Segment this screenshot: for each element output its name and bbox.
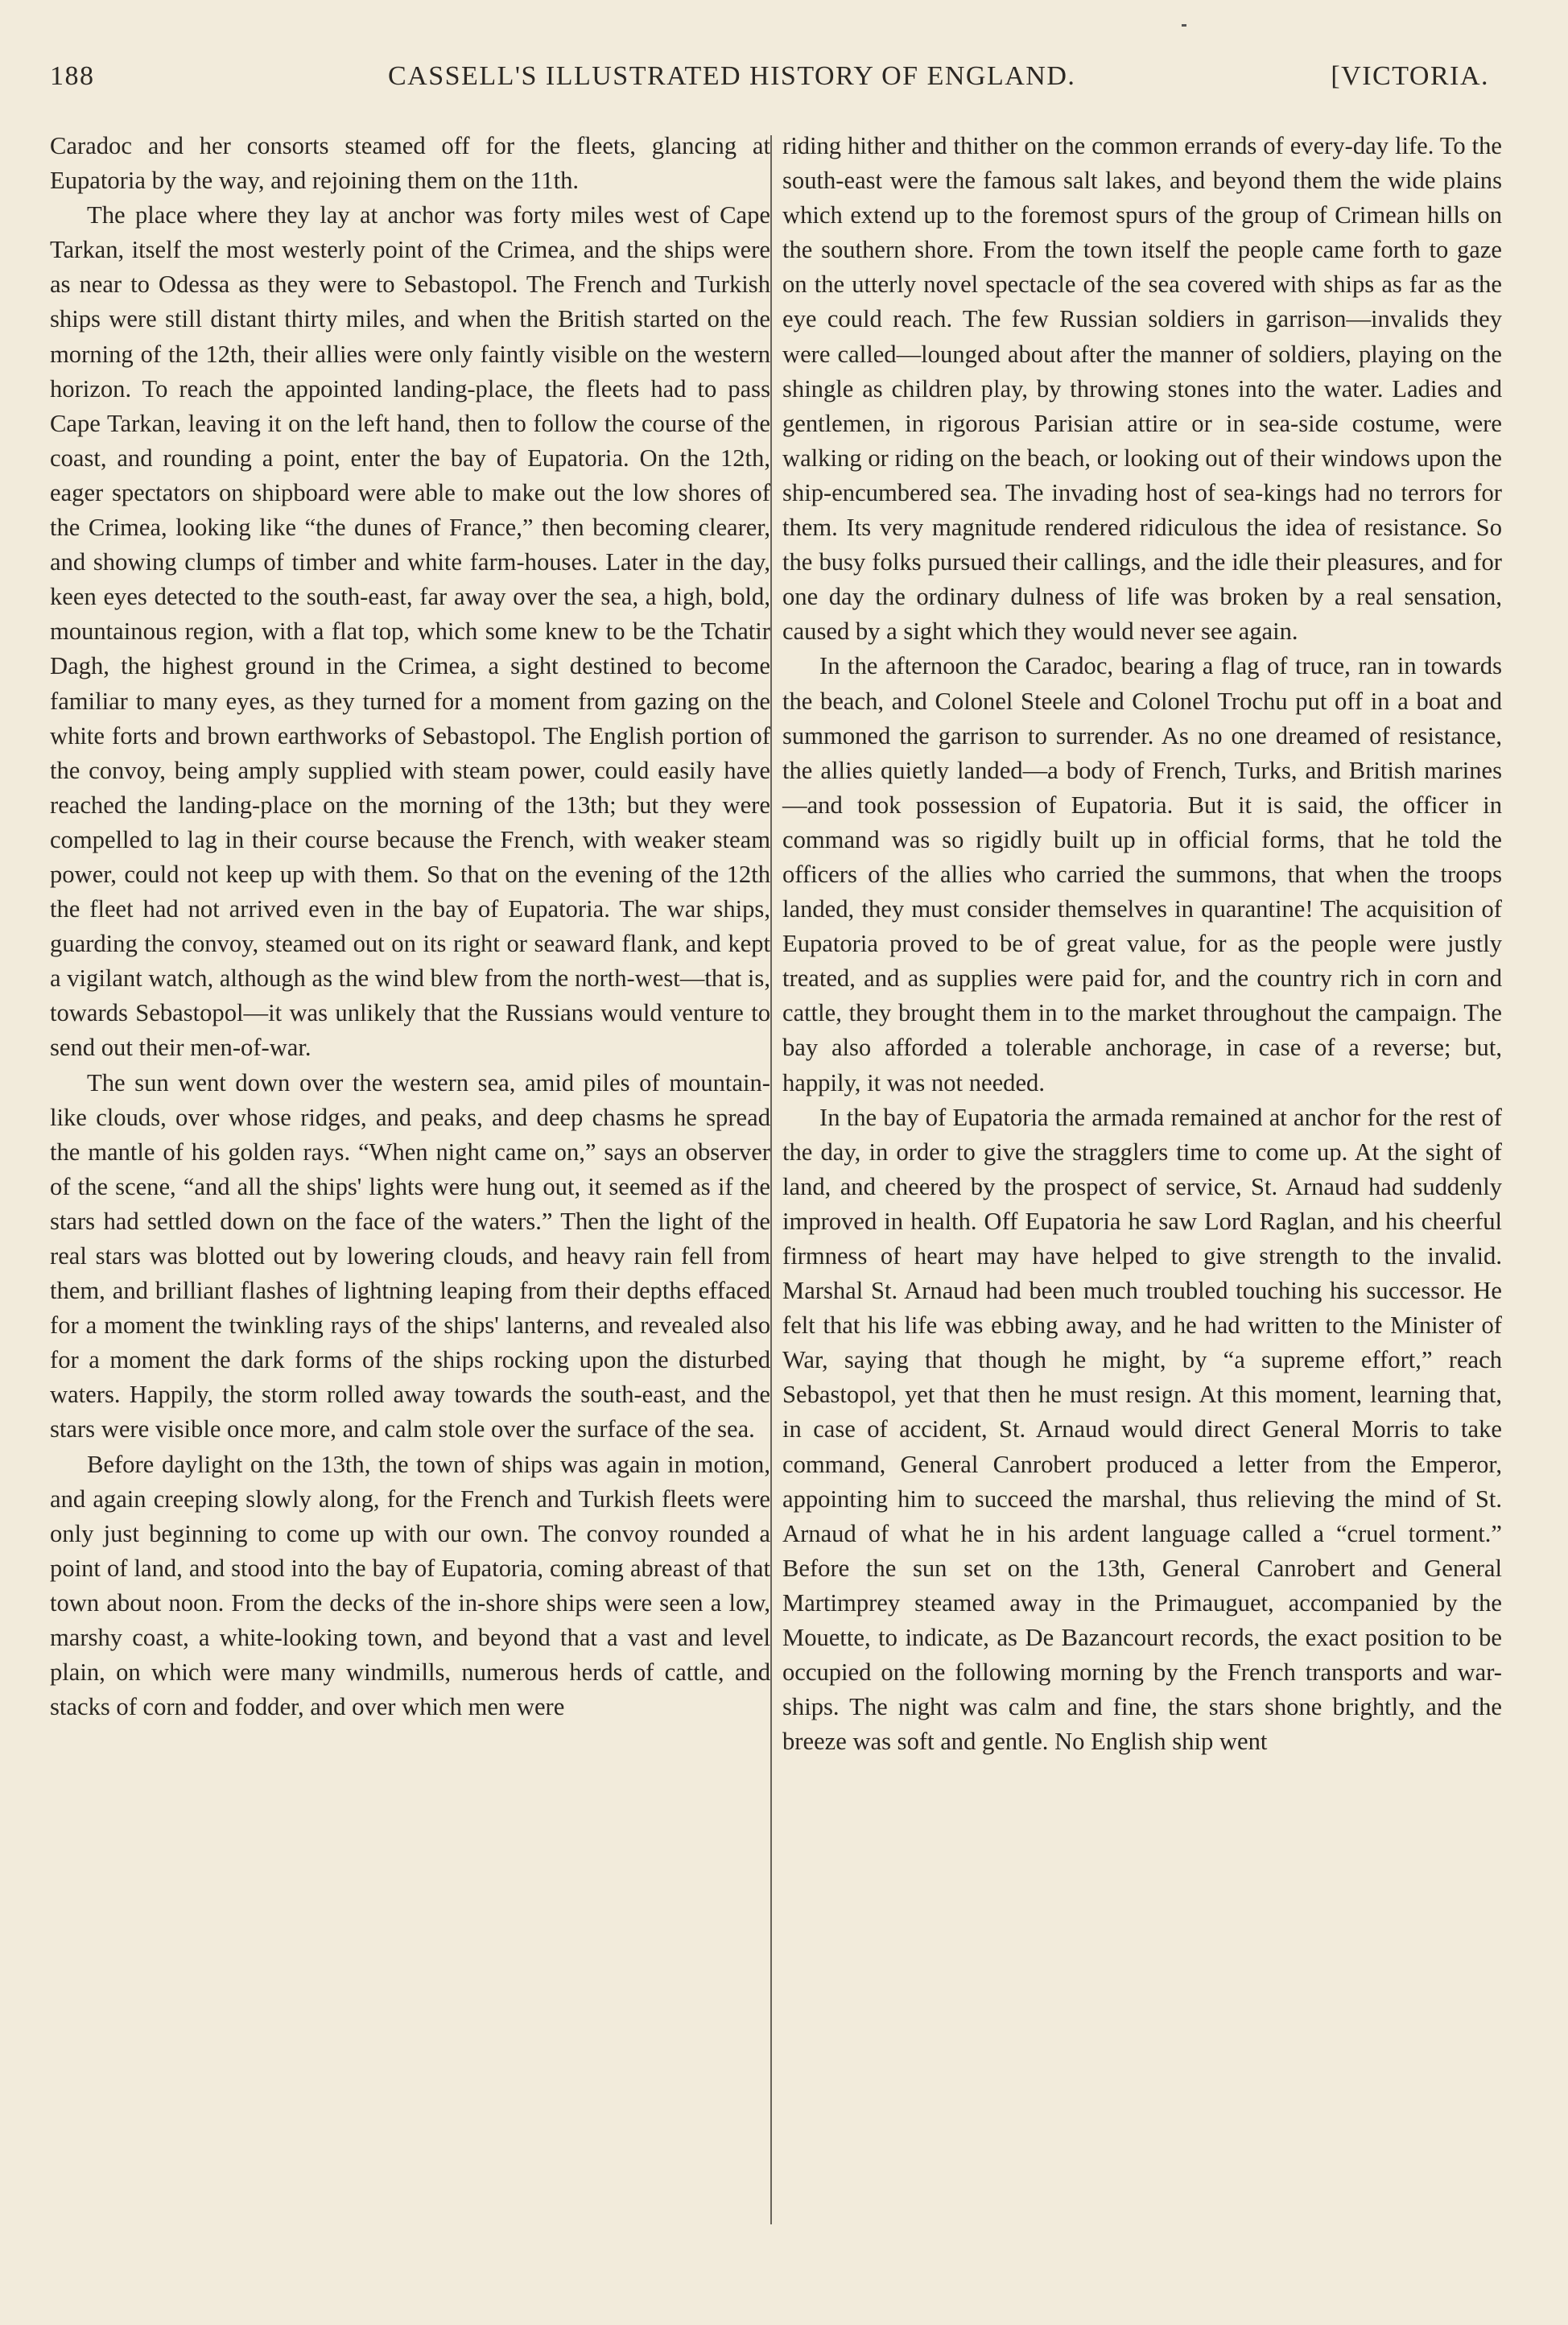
paragraph: The place where they lay at anchor was forty miles west of Cape Tarkan, itself the most westerly point of the Crimea, and the ships were as near to Odessa as they were to Sebastopol. The French and Turkish ships were still distant thirty miles, and when the British started on the morning of the 12th, their allies were only faintly visible on the western horizon. To reach the appointed landing-place, the fleets had to pass Cape Tarkan, leaving it on the left hand, then to follow the course of the coast, and rounding a point, enter the bay of Eupatoria. On the 12th, eager spectators on shipboard were able to make out the low shores of the Crimea, looking like “the dunes of France,” then becoming clearer, and showing clumps of timber and white farm-houses. Later in the day, keen eyes detected to the south-east, far away over the sea, a high, bold, mountainous region, with a flat top, which some knew to be the Tchatir Dagh, the highest ground in the Crimea, a sight destined to become familiar to many eyes, as they turned for a moment from gazing on the white forts and brown earthworks of Sebastopol. The English portion of the convoy, being amply supplied with steam power, could easily have reached the landing-place on the morning of the 13th; but they were compelled to lag in their course because the French, with weaker steam power, could not keep up with them. So that on the evening of the 12th the fleet had not arrived even in the bay of Eupatoria. The war ships, guarding the convoy, steamed out on its right or seaward flank, and kept a vigilant watch, although as the wind blew from the north-west—that is, towards Sebastopol—it was unlikely that the Russians would venture to send out their men-of-war. [50,201,770,1062]
section-name: [VICTORIA. [1331,61,1489,91]
running-header [50,61,1489,101]
paragraph: riding hither and thither on the common errands of every-day life. To the south-east were the famous salt lakes, and beyond them the wide plains which extend up to the foremost spurs of the group of Crimean hills on the southern shore. From the town itself the people came forth to gaze on the utterly novel spectacle of the sea covered with ships as far as the eye could reach. The few Russian soldiers in garrison—invalids they were called—lounged about after the manner of soldiers, playing on the shingle as children play, by throwing stones into the water. Ladies and gentlemen, in rigorous Parisian attire or in sea-side costume, were walking or riding on the beach, or looking out of their windows upon the ship-encumbered sea. The invading host of sea-kings had no terrors for them. Its very magnitude rendered ridiculous the idea of resistance. So the busy folks pursued their callings, and the idle their pleasures, and for one day the ordinary dulness of life was broken by a real sensation, caused by a sight which they would never see again. [782,132,1502,646]
paragraph: Before daylight on the 13th, the town of ships was again in motion, and again creeping slowly along, for the French and Turkish fleets were only just beginning to come up with our own. The convoy rounded a point of land, and stood into the bay of Eupatoria, coming abreast of that town about noon. From the decks of the in-shore ships were seen a low, marshy coast, a white-looking town, and beyond that a vast and level plain, on which were many windmills, numerous herds of cattle, and stacks of corn and fodder, and over which men were [50,1450,770,1721]
left-column [50,129,770,1724]
paragraph: In the afternoon the Caradoc, bearing a flag of truce, ran in towards the beach, and Colonel Steele and Colonel Trochu put off in a boat and summoned the garrison to surrender. As no one dreamed of resistance, the allies quietly landed—a body of French, Turks, and British marines—and took possession of Eupatoria. But it is said, the officer in command was so rigidly built up in official forms, that he told the officers of the allies who carried the summons, that when the troops landed, they must consider themselves in quarantine! The acquisition of Eupatoria proved to be of great value, for as the people were justly treated, and as supplies were paid for, and the country rich in corn and cattle, they brought them in to the market throughout the campaign. The bay also afforded a tolerable anchorage, in case of a reverse; but, happily, it was not needed. [782,652,1502,1096]
paragraph: In the bay of Eupatoria the armada remained at anchor for the rest of the day, in order to give the stragglers time to come up. At the sight of land, and cheered by the prospect of service, St. Arnaud had suddenly improved in health. Off Eupatoria he saw Lord Raglan, and his cheerful firmness of heart may have helped to give strength to the invalid. Marshal St. Arnaud had been much troubled touching his successor. He felt that his life was ebbing away, and he had written to the Minister of War, saying that though he might, by “a supreme effort,” reach Sebastopol, yet that then he must resign. At this moment, learning that, in case of accident, St. Arnaud would direct General Morris to take command, General Canrobert produced a letter from the Emperor, appointing him to succeed the marshal, thus relieving the mind of St. Arnaud of what he in his ardent language called a “cruel torment.” Before the sun set on the 13th, General Canrobert and General Martimprey steamed away in the Primauguet, accompanied by the Mouette, to indicate, as De Bazancourt records, the exact position to be occupied on the following morning by the French transports and war-ships. The night was calm and fine, the stars shone brightly, and the breeze was soft and gentle. No English ship went [782,1103,1502,1756]
book-title: CASSELL'S ILLUSTRATED HISTORY OF ENGLAND. [388,61,1076,91]
column-divider [770,135,772,2224]
paragraph: The sun went down over the western sea, amid piles of mountain-like clouds, over whose ridges, and peaks, and deep chasms he spread the mantle of his golden rays. “When night came on,” says an observer of the scene, “and all the ships' lights were hung out, it seemed as if the stars had settled down on the face of the waters.” Then the light of the real stars was blotted out by lowering clouds, and heavy rain fell from them, and brilliant flashes of lightning leaping from their depths effaced for a moment the twinkling rays of the ships' lanterns, and revealed also for a moment the dark forms of the ships rocking upon the disturbed waters. Happily, the storm rolled away towards the south-east, and the stars were visible once more, and calm stole over the surface of the sea. [50,1068,770,1443]
paragraph: Caradoc and her consorts steamed off for the fleets, glancing at Eupatoria by the way, and rejoining them on the 11th. [50,132,770,195]
ink-speck [1182,24,1186,27]
right-column [782,129,1502,1759]
page-number: 188 [50,61,95,91]
